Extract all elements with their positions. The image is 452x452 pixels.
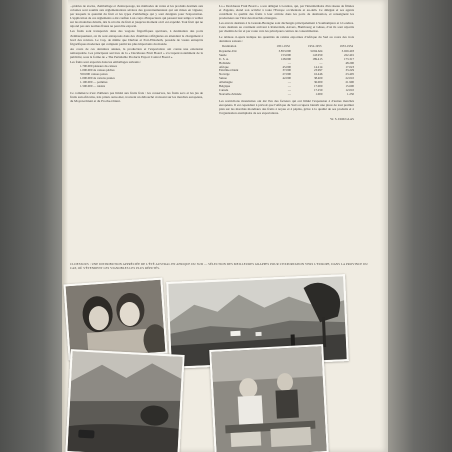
packaging-row: 1.700.000 plateaux dé-caisses [80,64,117,69]
table-value-cell: 15.600 [345,84,354,89]
book-left-background [0,0,62,452]
right-paragraph: La « Deciduous Fruit Board » a son délégué à Londres, qui, par l'intermédiaire d'un réseau de filiales et d'agents, étend son activité à toute l'Europe occidentale et au-delà. Ce délégué et ses agents contrôlent la qualité des fruits à leur arrivée dans les ports de destination, et renseignent les producteurs sur l'état des marchés étrangers. [219,4,354,21]
book-right-background [388,0,452,452]
export-table-row [219,93,354,97]
table-value-cell: 27.000 [282,72,291,77]
right-paragraph: Le tableau ci-après indique les quantités de raisins exportées d'Afrique du Sud au cours des trois dernières saisons : [219,34,354,43]
table-value-cell: 12.010 [345,87,354,92]
table-value-cell: 42.000 [282,76,291,81]
packaging-intro: Les fruits sont exportés dans les emballages suivants : [70,60,142,65]
table-value-cell: 48.290 [345,60,354,65]
left-paragraph: ...ptables de stocks, d'emballage et d'entreposage, les méthodes de vente et les produits destinés aux colonies sont soumis aux règlementations sévères des gouvernementaux qui ont mises en vigueur, par lesquels la quantité du fruit et les types d'emballage qui y sont désignés pour l'exportation. L'application de ces règlements a été confiée à un corps d'inspecteurs qui passent leur temps à veiller sur les moindres détails, dès la récolte du fruit et jusqu'au moment où il est expédié. Tout fruit qui ne répond pas aux normes fixées ne peut être exporté. [70,4,204,29]
table-value-cell: — [287,84,291,89]
table-header-cell: 1953-1954 [339,43,353,48]
table-destination-cell: Afrique [219,64,229,69]
table-destination-cell: Extrême-Orient [219,68,239,73]
table-value-cell: 222.401 [343,52,354,57]
table-value-cell: 21.990 [345,80,354,85]
left-text-column [70,4,203,104]
table-header-cell: 1952-1953 [308,43,322,48]
table-value-cell: 14.214 [313,64,323,69]
table-destination-cell: Nouvelle-Zélande [219,91,242,96]
photo-women-portrait [63,278,167,361]
packaging-row: 1.100.000 — pommes [80,80,108,85]
photo-packing-scene [209,344,329,452]
photo-orchard-road [65,349,184,452]
table-value-cell: 3.029.403 [341,48,354,53]
export-table [219,44,354,97]
right-after-table-paragraph: Les restrictions monétaires ont été l'un des facteurs qui ont limité l'expansion à d'autres marchés européens. Il est cependant à prévoir que l'Afrique du Sud occupera bientôt une place de tout premier plan sur les marchés mondiaux des fruits à noyau et à pépins, grâce à la qualité de ses produits et à l'organisation exemplaire de ses exportations. [219,98,354,115]
table-value-cell: 1.250 [347,91,354,96]
table-value-cell: 128.000 [280,56,291,61]
table-value-cell: 189.415 [312,56,323,61]
table-destination-cell: Royaume-Uni [219,48,237,53]
packaging-row: 550.000 caisses poires [80,72,108,77]
table-value-cell: 23.997 [313,68,323,73]
left-paragraph: Au cours de ces dernières années, la production et l'exportation ont connu une extension remarquable. Les principaux services de la « Deciduous Fruit Board » s'occupent notamment de la publicité, sous la forme de « The Perishable Products Export Control Board ». [70,46,203,59]
packaging-list [80,65,203,88]
left-closing-paragraph: Ce commerce n'est d'ailleurs pas limité aux fruits frais : les conserves, les fruits secs et les jus de fruits sud-africains, très prisés outre-mer, trouvent un débouché croissant sur les marchés européens, du Moyen-Orient et du Proche-Orient. [70,90,203,103]
packaging-row: 1.000.000 de cartons prunes [80,76,115,81]
table-value-cell: 22.010 [345,76,354,81]
table-value-cell: 143.959 [312,52,323,57]
table-value-cell: 45.000 [282,64,291,69]
left-paragraph: Les fruits sont transportés dans des wagons frigorifiques spéciaux, à destination des ports d'embarquement, où ils sont entreposés dans des chambres réfrigérées en attendant le chargement à bord des navires. Le Cap, de même que Durban et Port-Elizabeth, possède de vastes entrepôts frigorifiques modernes qui comptent parmi les plus importants du monde. [70,29,203,46]
table-value-cell: 38.400 [313,76,323,81]
table-value-cell: 3.094.624 [310,48,323,53]
table-value-cell: 3.853.000 [278,48,291,53]
table-value-cell: 17.250 [313,87,323,92]
table-value-cell: 36.000 [313,80,323,85]
table-value-cell: 1.000 [315,91,323,96]
packaging-row: 1.500.000 — raisins [80,83,106,88]
table-destination-cell: Canada [219,87,229,92]
table-destination-cell: Suède [219,52,227,57]
table-value-cell: 17.000 [313,84,323,89]
table-value-cell: 33.229 [345,68,354,73]
orchard-road-image [67,351,182,452]
right-text-column [219,4,354,121]
table-destination-cell: Belgique [219,84,231,89]
table-destination-cell: U. S. A. [219,56,229,61]
photo-caption: CI-DESSOUS : UNE DISTRIBUTION APPRÉCIÉE DE L'ÉTÉ AUSTRAL EN AFRIQUE DU SUD — SÉLECTION DES MEILLEURES GRAPPES POUR L'EXPORTATION VERS L'EUROPE, DANS LA PROVINCE DU CAP, OÙ S'ÉTENDENT LES VIGNOBLES LES PLUS RÉPUTÉS. [70,262,368,270]
table-value-cell: — [287,60,291,65]
table-destination-cell: Allemagne [219,80,233,85]
table-destination-cell: Suisse [219,76,227,81]
author-signature: W. S. DOUGLAS [330,116,354,121]
packing-scene-image [211,346,326,452]
table-value-cell: — [287,91,291,96]
table-value-cell: — [287,87,291,92]
right-paragraph: Les envois destinés à la Grande-Bretagne sont déchargés principalement à Southampton et à Londres. Ceux destinés au continent arrivent à Rotterdam, Anvers, Hambourg et Gênes, d'où ils sont répartis par chemin de fer et par route vers les principaux centres de consommation. [219,21,354,34]
table-header-cell: Destination [222,43,237,48]
page-spine-shadow [62,0,68,452]
table-value-cell: — [319,60,323,65]
magazine-page [62,0,388,452]
packaging-row: 1.000.000 de caisses pêches [80,68,115,73]
table-value-cell: 173.317 [343,56,354,61]
table-value-cell: 16.446 [313,72,323,77]
table-value-cell: 17.023 [345,64,354,69]
table-destination-cell: Hollande [219,60,231,65]
table-value-cell: 23.405 [345,72,354,77]
women-portrait-image [66,280,166,358]
table-destination-cell: Norvège [219,72,230,77]
table-value-cell: — [287,80,291,85]
table-header-cell: 1951-1952 [276,43,290,48]
table-value-cell: 37.000 [282,68,291,73]
table-value-cell: 153.000 [280,52,291,57]
